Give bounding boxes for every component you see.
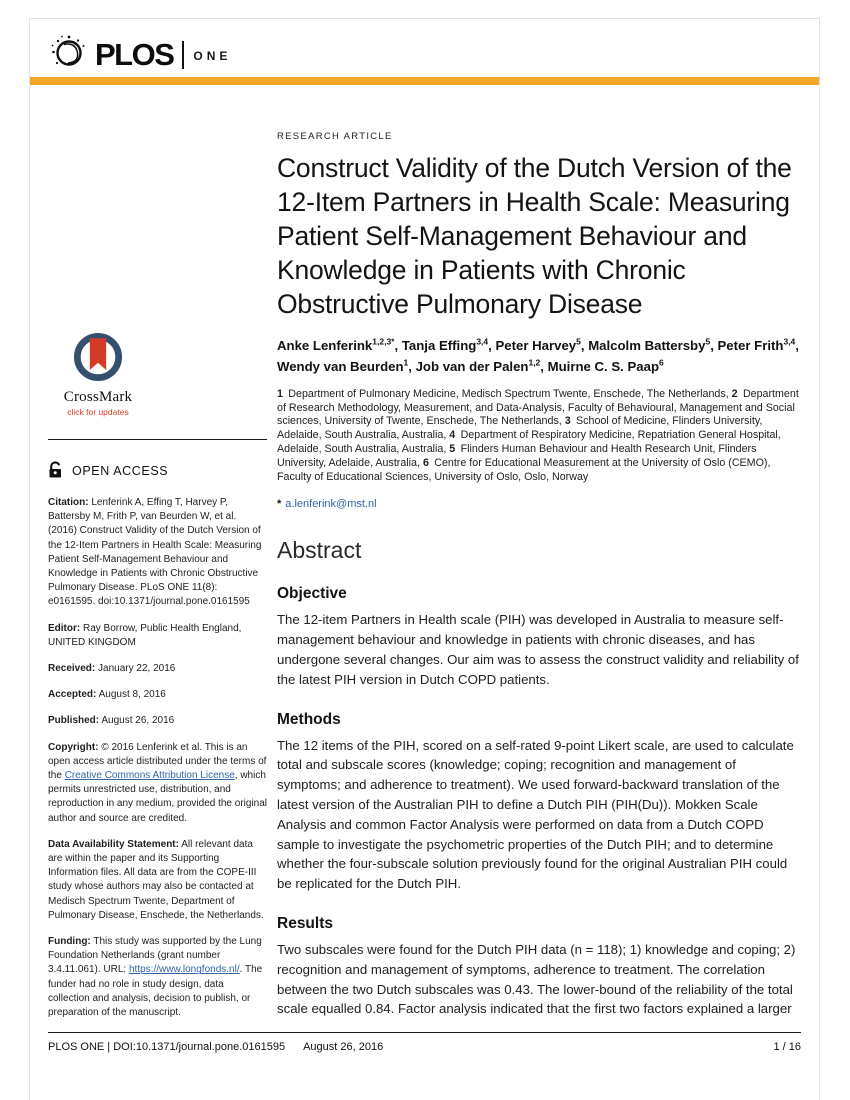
funding-pre: This study was supported by the Lung Foundation Netherlands (grant number 3.4.11.061). URL: (48, 936, 262, 976)
correspondence-row (277, 498, 801, 510)
author: Malcolm Battersby$^5$, (588, 337, 718, 354)
affiliation-list (277, 388, 801, 485)
affiliation: 5 Flinders Human Behaviour and Health Research Unit, Flinders University, Adelaide, Australia, (277, 442, 757, 469)
footer-left (48, 1041, 383, 1053)
article-main (277, 131, 801, 1019)
published-block (48, 714, 267, 728)
affiliation: 2 Department of Research Methodology, Measurement, and Data-Analysis, Faculty of Behavioural, Management and Social sciences, University of Twente, Enschede, The Netherlands, (277, 387, 799, 428)
author-list (277, 334, 801, 376)
crossmark-icon (73, 332, 123, 382)
accent-bar (30, 77, 819, 85)
crossmark-badge[interactable] (50, 332, 146, 417)
cc-license-link[interactable]: Creative Commons Attribution License (64, 770, 235, 782)
funding-post: . The funder had no role in study design, data collection and analysis, decision to publish, or preparation of the manuscript. (48, 964, 263, 1019)
editor-text: Ray Borrow, Public Health England, UNITED KINGDOM (48, 622, 242, 648)
copyright-block (48, 741, 267, 826)
author: Wendy van Beurden$^1$, (277, 357, 416, 375)
published-date: August 26, 2016 (101, 715, 175, 727)
accepted-label: Accepted: (48, 689, 97, 701)
affiliation: 6 Centre for Educational Measurement at the University of Oslo (CEMO), Faculty of Educational Sciences, University of Oslo, Oslo, Norway (277, 456, 771, 483)
data-availability-block (48, 838, 267, 923)
published-label: Published: (48, 715, 100, 727)
affiliation: 3 School of Medicine, Flinders University, Adelaide, South Australia, Australia, (277, 415, 763, 442)
plos-globe-icon (49, 32, 89, 77)
results-heading: Results (277, 914, 333, 932)
objective-text: The 12-item Partners in Health scale (PIH) was developed in Australia to measure self-management behaviour and knowledge in patients with chronic diseases, and has undergone several changes. Our aim was to assess the construct validity and reliability of the latest PIH version in Dutch COPD patients. (277, 612, 799, 687)
citation-label: Citation: (48, 497, 89, 508)
plos-logo (49, 32, 231, 77)
abstract-heading: Abstract (277, 537, 362, 564)
correspondence-email-link[interactable]: a.lenferink@mst.nl (285, 498, 377, 511)
affiliation: 4 Department of Respiratory Medicine, Repatriation General Hospital, Adelaide, South Australia, Australia, (277, 429, 781, 455)
article-title: Construct Validity of the Dutch Version of the 12-Item Partners in Health Scale: Measuring Patient Self-Management Behaviour and Knowledge in Patients with Chronic Obstructive Pulmonary Disease (277, 153, 792, 319)
results-text: Two subscales were found for the Dutch PIH data (n = 118); 1) knowledge and coping; 2) recognition and management of symptoms, adherence to treatment. The correlation between the two Dutch subscales was 0.43. The lower-bound of the reliability of the total scale equalled 0.84. Factor analysis indicated that the first two factors explained a larger (277, 941, 796, 1017)
open-lock-icon (48, 461, 64, 481)
citation-block (48, 496, 267, 610)
methods-text: The 12 items of the PIH, scored on a self-rated 9-point Likert scale, are used to calculate total and subscale scores (knowledge; coping; recognition and management of symptoms; and adherence to treatment). We used forward-backward translation of the latest version of the Australian PIH to define a Dutch PIH (PIH(Du)). Mokken Scale Analysis and common Factor Analysis were performed on data from a Dutch COPD sample to investigate the psychometric properties of the Dutch PIH; and to determine whether the four-subscale solution previously found for the original Australian PIH could be replicated for the Dutch PIH. (277, 737, 794, 892)
article-type-kicker: RESEARCH ARTICLE (277, 131, 393, 142)
paper-page (29, 18, 820, 1100)
copyright-pre: © 2016 Lenferink et al. This is an open access article distributed under the terms of the (48, 741, 267, 782)
editor-block (48, 622, 267, 650)
funding-label: Funding: (48, 936, 91, 948)
plos-wordmark: PLOS (95, 37, 174, 72)
accepted-date: August 8, 2016 (98, 689, 166, 701)
accepted-block (48, 688, 267, 702)
author: Peter Harvey$^5$, (495, 337, 589, 354)
received-block (48, 662, 267, 676)
open-access-row (48, 461, 267, 481)
author: Job van der Palen$^{1,2}$, (415, 357, 548, 375)
objective-heading: Objective (277, 585, 347, 603)
correspondence-marker: * (277, 498, 282, 511)
funding-block (48, 935, 267, 1020)
editor-label: Editor: (48, 622, 81, 634)
citation-text: Lenferink A, Effing T, Harvey P, Battersby M, Frith P, van Beurden W, et al. (2016) Construct Validity of the Dutch Version of the 12-Item Partners in Health Scale: Measuring Patient Self-Management Behaviour and Knowledge in Patients with Chronic Obstructive Pulmonary Disease. PLoS ONE 11(8): e0161595. doi:10.1371/journal.pone.0161595 (48, 497, 262, 608)
brand-divider (182, 41, 184, 69)
received-label: Received: (48, 663, 96, 675)
page-footer (48, 1032, 801, 1053)
funder-url-link[interactable]: https://www.longfonds.nl/ (128, 964, 240, 976)
author: Tanja Effing$^{3,4}$, (401, 337, 496, 354)
copyright-label: Copyright: (48, 741, 99, 753)
crossmark-title: CrossMark (63, 389, 133, 405)
footer-date: August 26, 2016 (303, 1041, 384, 1053)
author: Muirne C. S. Paap$^6$ (547, 357, 664, 375)
received-date: January 22, 2016 (98, 663, 176, 675)
affiliation: 1 Department of Pulmonary Medicine, Medisch Spectrum Twente, Enschede, The Netherlands, (277, 387, 732, 400)
sidebar-divider (48, 439, 267, 440)
author: Peter Frith$^{3,4}$, (717, 337, 799, 354)
open-access-label: OPEN ACCESS (72, 464, 169, 478)
journal-name: ONE (193, 49, 232, 63)
sidebar (48, 332, 267, 1020)
footer-page-number: 1 / 16 (773, 1041, 801, 1053)
author: Anke Lenferink$^{1,2,3*}$, (277, 337, 402, 354)
data-availability-label: Data Availability Statement: (48, 838, 179, 850)
copyright-post: , which permits unrestricted use, distribution, and reproduction in any medium, provided the original author and source are credited. (48, 770, 268, 824)
methods-heading: Methods (277, 710, 341, 728)
crossmark-subtitle: click for updates (67, 407, 129, 417)
footer-journal-doi: PLOS ONE | DOI:10.1371/journal.pone.0161595 (48, 1041, 286, 1053)
data-availability-text: All relevant data are within the paper and its Supporting Information files. All data are from the COPE-III study whose authors may also be contacted at Medisch Spectrum Twente, Department of Pulmonary Disease, Enschede, the Netherlands. (48, 838, 264, 921)
